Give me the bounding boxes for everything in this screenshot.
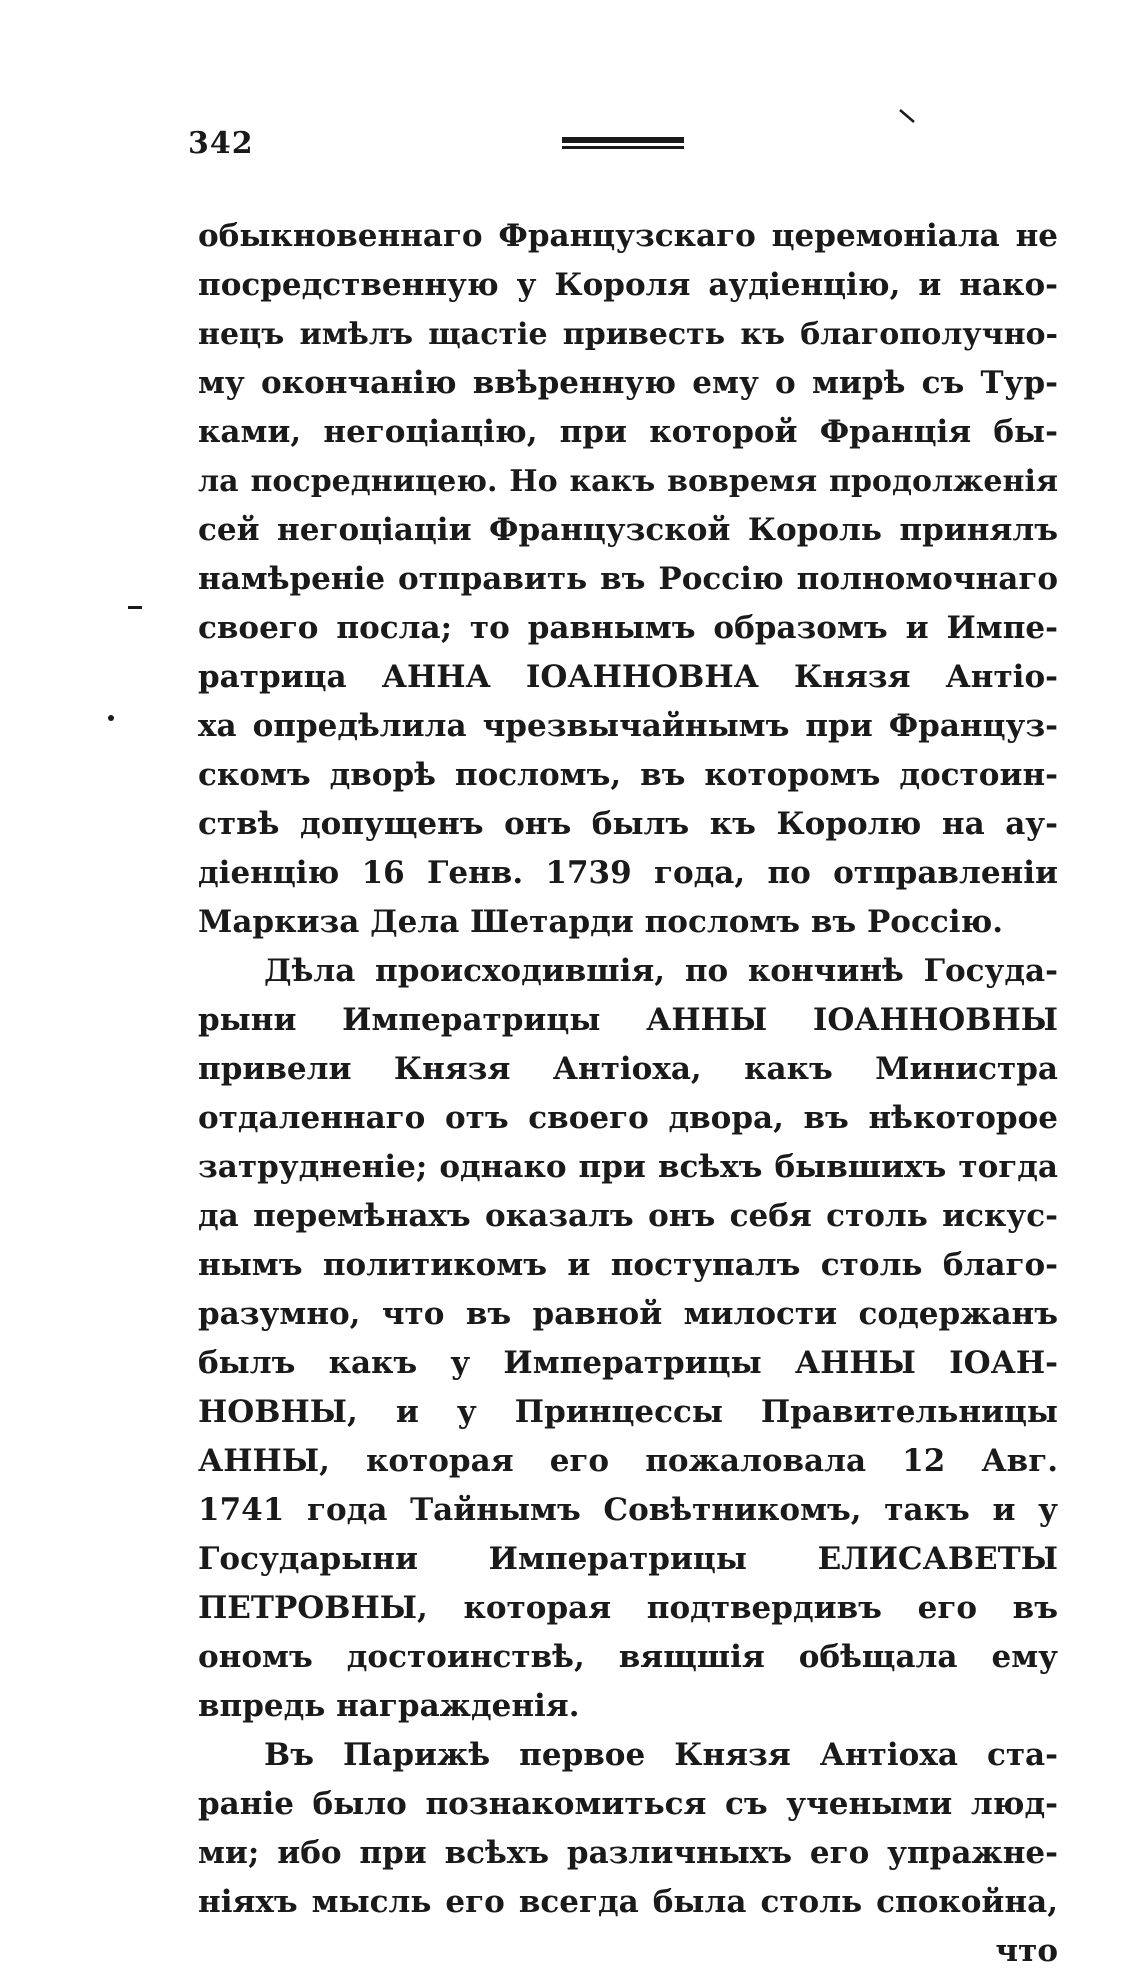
text-line: сей негоціаціи Французской Король принялъ	[198, 512, 1058, 548]
catchword: что	[995, 1933, 1058, 1969]
text-line: своего посла; то равнымъ образомъ и Импе-	[198, 610, 1058, 646]
text-line: ономъ достоинствѣ, вящшія обѣщала ему	[198, 1639, 1058, 1675]
paragraph-start-line: Дѣла происходившія, по кончинѣ Госуда-	[264, 953, 1058, 989]
text-line: привели Князя Антіоха, какъ Министра	[198, 1051, 1058, 1087]
text-line: рыни Императрицы АННЫ ІОАННОВНЫ	[198, 1002, 1058, 1038]
text-line: затрудненіе; однако при всѣхъ бывшихъ тогда	[198, 1149, 1058, 1185]
text-line: обыкновеннаго Французскаго церемоніала не	[198, 218, 1058, 254]
text-line: раніе было познакомиться съ учеными люд-	[198, 1786, 1058, 1822]
text-line: впредь награжденія.	[198, 1688, 580, 1724]
text-line: намѣреніе отправить въ Россію полномочнаго	[198, 561, 1058, 597]
text-line: ратрица АННА ІОАННОВНА Князя Антіо-	[198, 659, 1058, 695]
text-line: да перемѣнахъ оказалъ онъ себя столь искус-	[198, 1198, 1058, 1234]
text-line: ками, негоціацію, при которой Франція бы-	[198, 414, 1058, 450]
text-line: скомъ дворѣ посломъ, въ которомъ достоин-	[198, 757, 1058, 793]
stray-ink-mark	[898, 108, 918, 126]
text-line: разумно, что въ равной милости содержанъ	[198, 1296, 1058, 1332]
margin-ink-dot	[108, 715, 114, 721]
text-line: ніяхъ мысль его всегда была столь спокойна,	[198, 1884, 1058, 1920]
text-line: ПЕТРОВНЫ, которая подтвердивъ его въ	[198, 1590, 1058, 1626]
header-rule-thick	[562, 137, 684, 143]
text-line: посредственную у Короля аудіенцію, и нако-	[198, 267, 1058, 303]
text-line: ха опредѣлила чрезвычайнымъ при Француз-	[198, 708, 1058, 744]
text-line: нымъ политикомъ и поступалъ столь благо-	[198, 1247, 1058, 1283]
text-line: 1741 года Тайнымъ Совѣтникомъ, такъ и у	[198, 1492, 1058, 1528]
header-rule	[562, 137, 684, 151]
body-text	[198, 212, 1058, 1976]
page-number: 342	[188, 126, 254, 161]
text-line: Маркиза Дела Шетарди посломъ въ Россію.	[198, 904, 1004, 940]
text-line: ла посредницею. Но какъ вовремя продолженія	[198, 464, 1058, 499]
header-rule-thin	[562, 146, 684, 149]
text-line: АННЫ, которая его пожаловала 12 Авг.	[198, 1443, 1058, 1479]
text-line: ствѣ допущенъ онъ былъ къ Королю на ау-	[198, 806, 1058, 842]
text-line: НОВНЫ, и у Принцессы Правительницы	[198, 1394, 1058, 1430]
paragraph-start-line: Въ Парижѣ первое Князя Антіоха ста-	[264, 1737, 1058, 1773]
text-line: ми; ибо при всѣхъ различныхъ его упражне-	[198, 1835, 1058, 1871]
text-line: былъ какъ у Императрицы АННЫ ІОАН-	[198, 1345, 1058, 1381]
text-line: діенцію 16 Генв. 1739 года, по отправленіи	[198, 855, 1058, 891]
text-line: Государыни Императрицы ЕЛИСАВЕТЫ	[198, 1541, 1058, 1577]
text-line: отдаленнаго отъ своего двора, въ нѣкоторое	[198, 1100, 1058, 1136]
text-line: нецъ имѣлъ щастіе привесть къ благополучно-	[198, 317, 1058, 352]
text-line: му окончанію ввѣренную ему о мирѣ съ Тур-	[198, 365, 1058, 401]
margin-ink-dash	[128, 606, 142, 609]
